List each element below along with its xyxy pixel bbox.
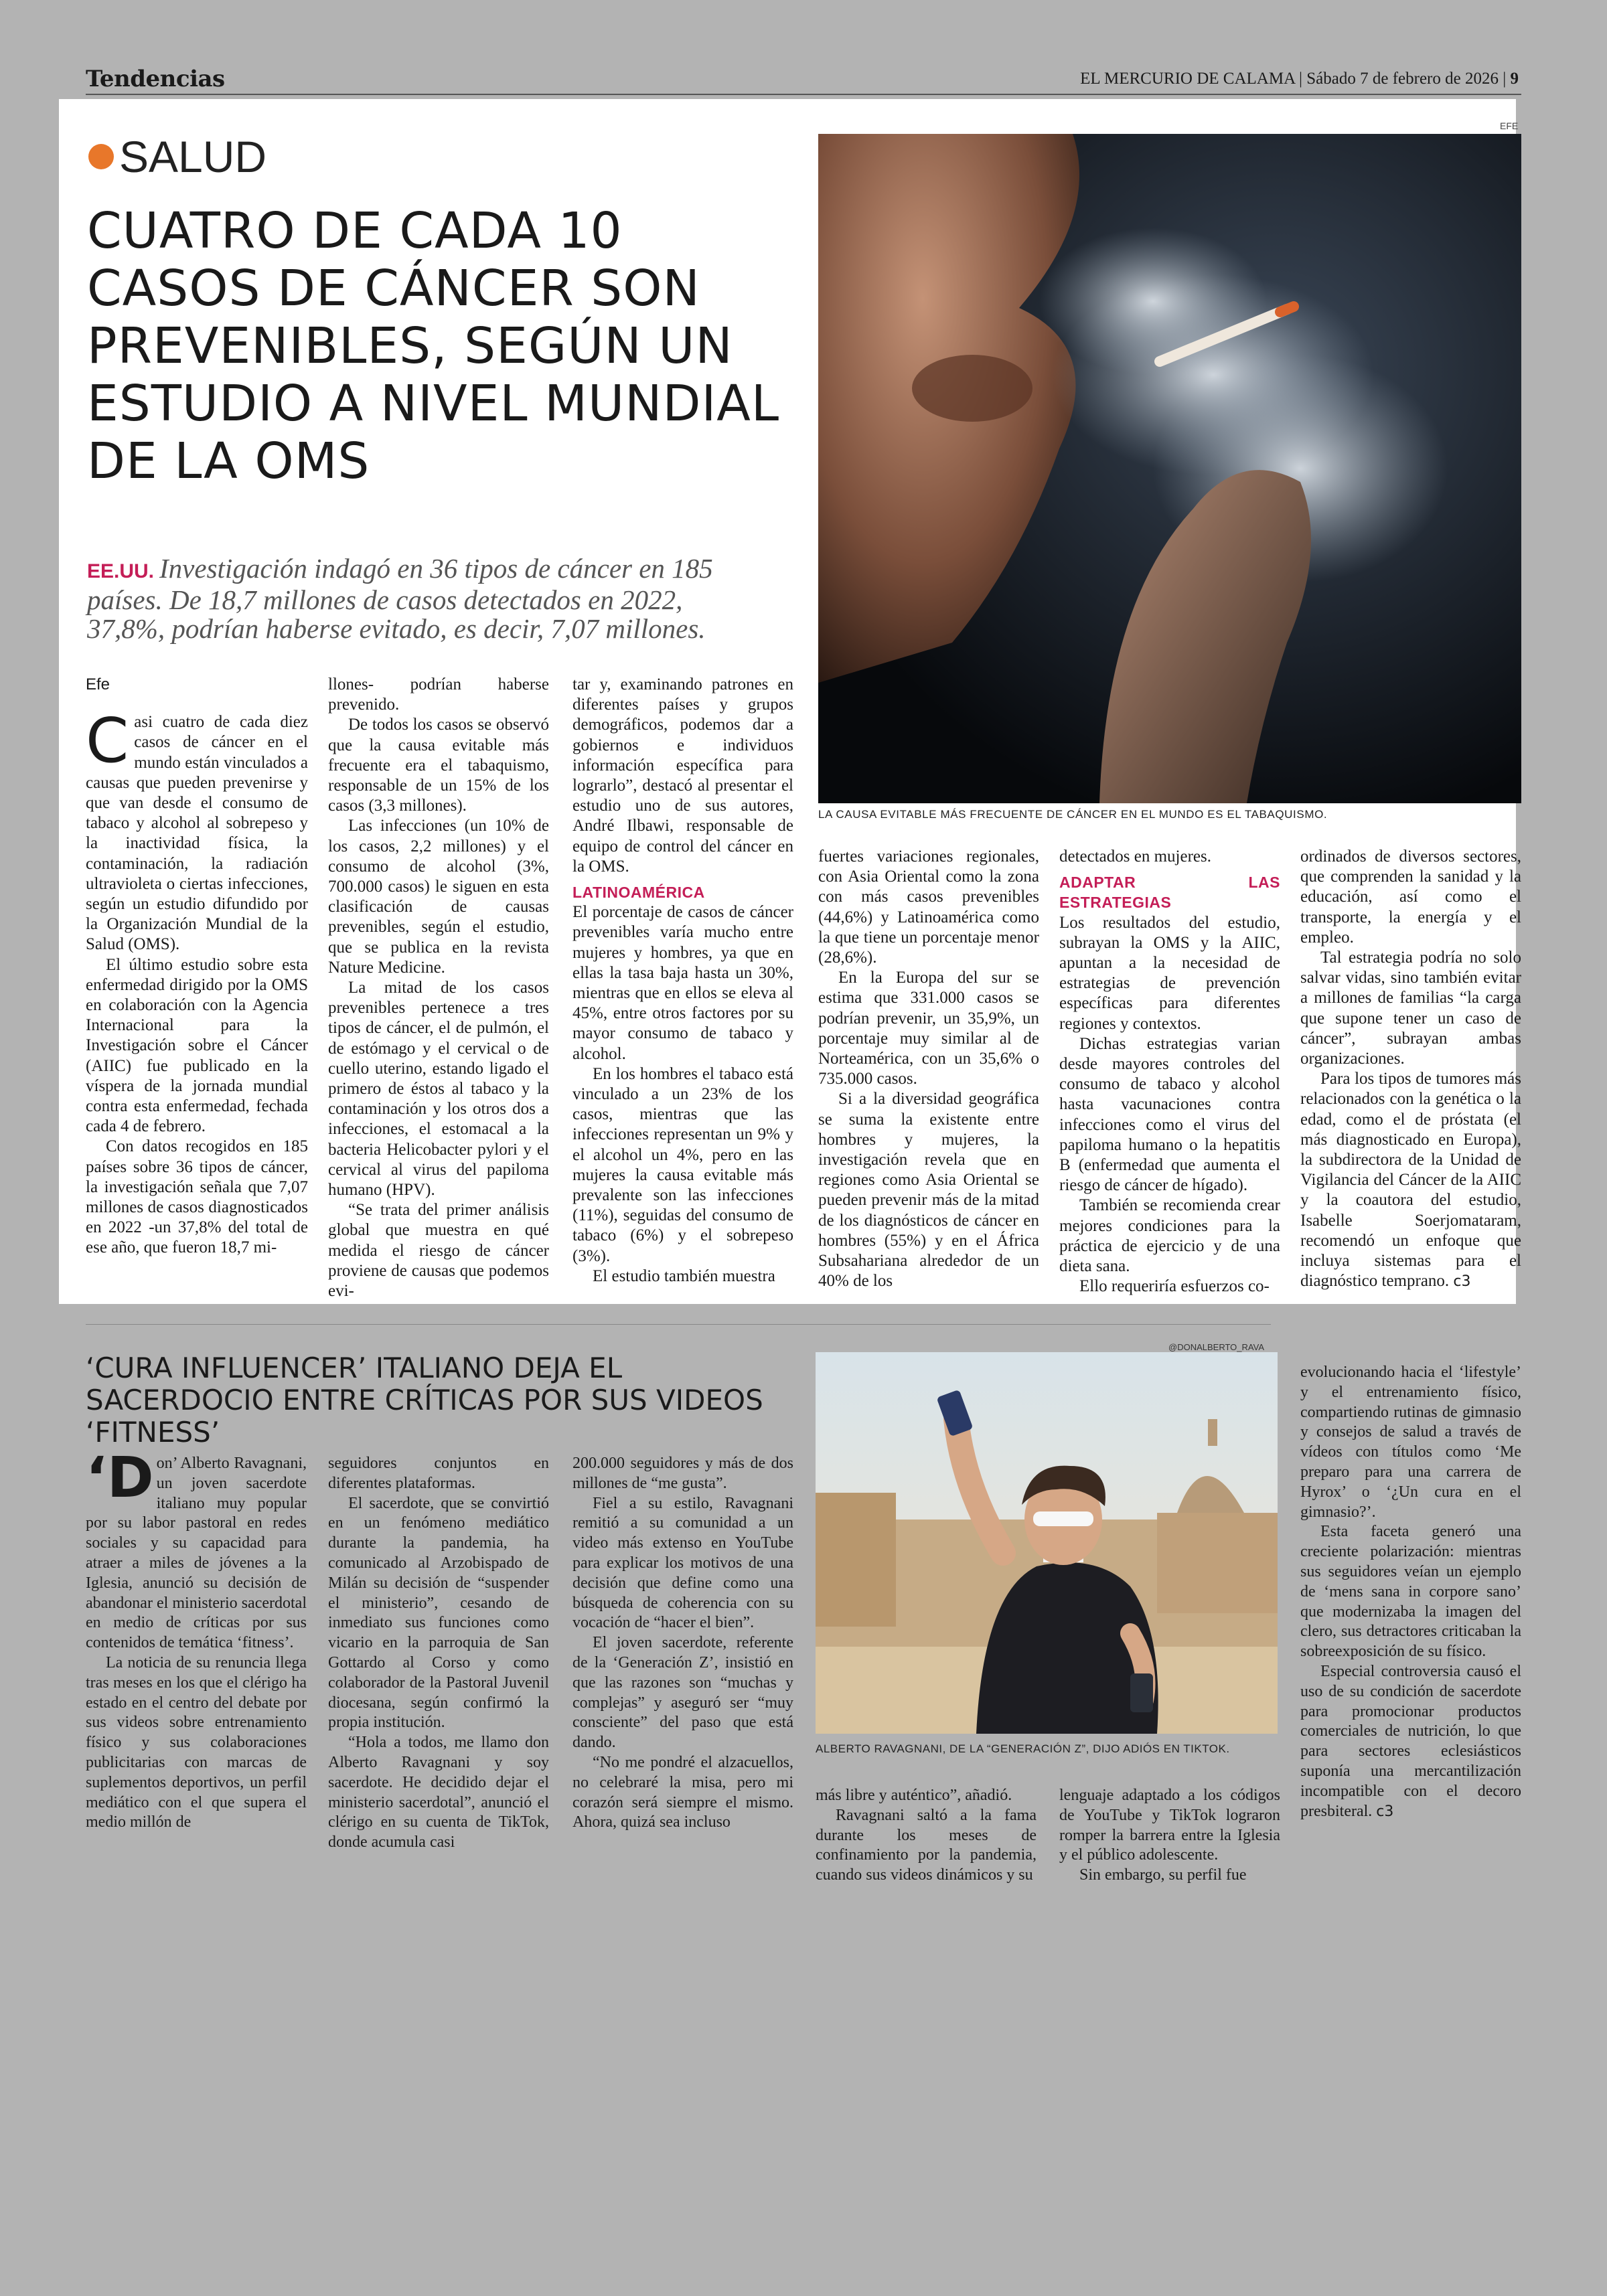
section-name: Tendencias: [86, 66, 225, 92]
paragraph: Sin embargo, su perfil fue: [1079, 1866, 1247, 1884]
paragraph-text: asi cuatro de cada diez casos de cáncer en el mundo están vinculados a causas que pueden prevenirse y que van desde el consumo de tabaco y alcohol al sobrepeso y la inactividad física, la contaminación, la radiación ultravioleta o ciertas infecciones, según un estudio difundido por la Organización Mundial de la Salud (OMS).: [86, 713, 308, 954]
paragraph: “Se trata del primer análisis global que muestra en qué medida el riesgo de cáncer proviene de causas que podemos evi-: [328, 1201, 549, 1301]
kicker-text: Investigación indagó en 36 tipos de cáncer en 185 países. De 18,7 millones de casos detectados en 2022, 37,8%, podrían haberse evitado, es decir, 7,07 millones.: [87, 553, 713, 644]
paragraph: Dichas estrategias varian desde mayores controles del consumo de tabaco y alcohol hasta vacunaciones contra infecciones como el virus del papiloma humano o la hepatitis B (enfermedad que aumenta el riesgo de cáncer de hígado).: [1059, 1034, 1280, 1195]
paragraph: lenguaje adaptado a los códigos de YouTube y TikTok lograron romper la barrera entre la Iglesia y el público adolescente.: [1059, 1787, 1280, 1864]
paragraph: tar y, examinando patrones en diferentes países y grupos demográficos, podemos dar a gobiernos e individuos información específica para lograrlo”, destacó al presentar el estudio uno de sus autores, André Ilbawi, responsable de equipo de control del cáncer en la OMS.: [572, 675, 793, 876]
paragraph: Si a la diversidad geográfica se suma la existente entre hombres y mujeres, la investigación revela que en regiones como Asia Oriental se pueden prevenir más de la mitad de los diagnósticos de cáncer en hombres (55%) y en el África Subsahariana alrededor de un 40% de los: [818, 1090, 1039, 1291]
article-column-3: [572, 675, 793, 1287]
paragraph: Los resultados del estudio, subrayan la OMS y la AIIC, apuntan a la necesidad de estrategias de prevención específicas para diferentes regiones y contextos.: [1059, 913, 1280, 1033]
smoker-illustration: [818, 134, 1521, 803]
paragraph-text: Para los tipos de tumores más relacionados con la genética o la edad, como el de próstata (el más diagnosticado en Europa), la subdirectora de la Unidad de Vigilancia del Cáncer de la AIIC y la coautora del estudio, Isabelle Soerjomataram, recomendó un enfoque que incluya sistemas para el diagnóstico temprano.: [1300, 1070, 1521, 1291]
article2-column-5: [1059, 1786, 1280, 1886]
article-column-2: [328, 675, 549, 1301]
paragraph: [1300, 1069, 1521, 1292]
paragraph: Las infecciones (un 10% de los casos, 2,2 millones) y el consumo de alcohol (3%, 700.000 casos) le siguen en esta clasificación de causas prevenibles, según el estudio, que se publica en la revista Nature Medicine.: [328, 817, 549, 977]
paragraph: La mitad de los casos prevenibles pertenece a tres tipos de cáncer, el de pulmón, el de estómago y el cervical o de cuello uterino, estando ligado el primero de éstos al tabaco y la contaminación y los otros dos a infecciones, el estomacal a la bacteria Helicobacter pylori y el cervical al virus del papiloma humano (HPV).: [328, 979, 549, 1200]
article2-headline: ‘CURA INFLUENCER’ ITALIANO DEJA EL SACERDOCIO ENTRE CRÍTICAS POR SUS VIDEOS ‘FITNESS’: [86, 1351, 763, 1449]
section-tag-label: SALUD: [119, 132, 267, 181]
paragraph: [86, 705, 308, 955]
paragraph: El último estudio sobre esta enfermedad dirigido por la OMS en colaboración con la Agencia Internacional para la Investigación sobre el Cáncer (AIIC) fue publicado en la víspera de la jornada mundial contra esta enfermedad, fechada cada 4 de febrero.: [86, 955, 308, 1136]
article2-column-2: [328, 1454, 549, 1853]
article2-column-6: [1300, 1363, 1521, 1821]
paragraph: [86, 1445, 307, 1653]
article2-column-4: [816, 1786, 1037, 1886]
paragraph: Tal estrategia podría no solo salvar vidas, sino también evitar a millones de familias “la carga que supone tener un caso de cáncer”, subrayan ambas organizaciones.: [1300, 949, 1521, 1068]
subheading: LATINOAMÉRICA: [572, 884, 705, 902]
bullet-dot-icon: [88, 144, 114, 169]
dropcap: C: [86, 705, 129, 777]
kicker-tag: EE.UU.: [87, 560, 155, 582]
paragraph: En la Europa del sur se estima que 331.000 casos se podrían prevenir, un 35,9%, un porcentaje muy similar al de Norteamérica, con un 35,6% o 735.000 casos.: [818, 969, 1039, 1088]
paragraph: detectados en mujeres.: [1059, 847, 1211, 866]
paragraph: 200.000 seguidores y más de dos millones de “me gusta”.: [572, 1455, 793, 1492]
photo2-credit: @DONALBERTO_RAVA: [1168, 1342, 1264, 1352]
paragraph: Fiel a su estilo, Ravagnani remitió a su comunidad a un video más extenso en YouTube para explicar los motivos de una decisión que define como una búsqueda de coherencia con su vocación de “hacer el bien”.: [572, 1494, 793, 1632]
paragraph: “No me pondré el alzacuellos, no celebraré la misa, pero mi corazón será siempre el mismo. Ahora, quizá sea incluso: [572, 1753, 793, 1831]
paragraph: El sacerdote, que se convirtió en un fenómeno mediático durante la pandemia, ha comunicado al Arzobispado de Milán su decisión de “suspender el ministerio”, cesando de inmediato sus funciones como vicario en la parroquia de San Gottardo al Corso y como colaborador de la Pastoral Juvenil diocesana, según confirmó la propia institución.: [328, 1494, 549, 1732]
paragraph: El joven sacerdote, referente de la ‘Generación Z’, insistió en que las razones son “muchas y complejas” y aseguró ser “muy consciente” del paso que está dando.: [572, 1634, 793, 1752]
article-column-4: [818, 847, 1039, 1291]
publication-info: EL MERCURIO DE CALAMA | Sábado 7 de febrero de 2026 | 9: [1080, 70, 1519, 88]
paragraph: evolucionando hacia el ‘lifestyle’ y el entrenamiento físico, compartiendo rutinas de gimnasio y consejos de salud a través de vídeos con títulos como ‘Me preparo para una carrera de Hyrox’ o ‘¿Un cura en el gimnasio?’.: [1300, 1364, 1521, 1521]
paragraph: seguidores conjuntos en diferentes plataformas.: [328, 1455, 549, 1492]
end-mark-icon: c3: [1453, 1273, 1471, 1291]
paragraph: “Hola a todos, me llamo don Alberto Ravagnani y soy sacerdote. He decidido dejar el ministerio sacerdotal”, anunció el clérigo en su cuenta de TikTok, donde acumula casi: [328, 1734, 549, 1852]
paragraph: llones- podrían haberse prevenido.: [328, 675, 549, 714]
article-column-1: [86, 675, 308, 1258]
publication-name: EL MERCURIO DE CALAMA: [1080, 70, 1295, 88]
paragraph: También se recomienda crear mejores condiciones para la práctica de ejercicio y de una dieta sana.: [1059, 1196, 1280, 1276]
paragraph: De todos los casos se observó que la causa evitable más frecuente era el tabaquismo, responsable de un 15% de los casos (3,3 millones).: [328, 716, 549, 815]
article2-column-1: [86, 1445, 307, 1833]
paragraph: [1300, 1662, 1521, 1821]
paragraph: En los hombres el tabaco está vinculado a un 23% de los casos, mientras que las infecciones representan un 9% y el alcohol un 4%, pero en las mujeres la causa evitable más prevalente son las infecciones (11%), seguidas del consumo de tabaco (6%) y el sobrepeso (3%).: [572, 1064, 793, 1265]
article-kicker: [87, 554, 763, 643]
dropcap: ‘D: [86, 1445, 154, 1510]
paragraph: ordinados de diversos sectores, que comprenden la sanidad y la educación, así como el transporte, la energía y el empleo.: [1300, 847, 1521, 947]
page-number: 9: [1510, 70, 1519, 88]
paragraph: Con datos recogidos en 185 países sobre 36 tipos de cáncer, la investigación señala que 7,07 millones de casos diagnosticados en 2022 -un 37,8% del total de ese año, que fueron 18,7 mi-: [86, 1137, 308, 1257]
paragraph: Esta faceta generó una creciente polarización: mientras sus seguidores veían un ejemplo de ‘mens sana in corpore sano’ que modernizaba la imagen del clero, sus detractores criticaban la sobreexposición de su físico.: [1300, 1523, 1521, 1661]
article-headline: CUATRO DE CADA 10 CASOS DE CÁNCER SON PREVENIBLES, SEGÚN UN ESTUDIO A NIVEL MUNDIAL DE LA OMS: [87, 202, 780, 490]
paragraph-text: on’ Alberto Ravagnani, un joven sacerdote italiano muy popular por su labor pastoral en redes sociales y su capacidad para atraer a miles de jóvenes a la Iglesia, anunció su decisión de abandonar el ministerio sacerdotal en medio de críticas por sus contenidos de temática ‘fitness’.: [86, 1455, 307, 1652]
photo2-caption: ALBERTO RAVAGNANI, DE LA “GENERACIÓN Z”, DIJO ADIÓS EN TIKTOK.: [816, 1742, 1230, 1755]
paragraph: El estudio también muestra: [593, 1266, 775, 1285]
paragraph: fuertes variaciones regionales, con Asia Oriental como la zona con más casos prevenibles (44,6%) y Latinoamérica como la que tiene un porcentaje menor (28,6%).: [818, 847, 1039, 967]
article2-column-3: [572, 1454, 793, 1833]
section-tag: [88, 131, 266, 182]
smoking-photo: [818, 134, 1521, 803]
paragraph: más libre y auténtico”, añadió.: [816, 1787, 1012, 1804]
article-column-6: [1300, 847, 1521, 1292]
paragraph: El porcentaje de casos de cáncer prevenibles varía mucho entre mujeres y hombres, ya que en ellas la tasa baja hasta un 30%, mientras que en ellos se eleva al 45%, entre otros factores por su mayor consumo de tabaco y alcohol.: [572, 903, 793, 1063]
paragraph: Ravagnani saltó a la fama durante los meses de confinamiento por la pandemia, cuando sus videos dinámicos y su: [816, 1806, 1037, 1884]
priest-photo: [816, 1352, 1278, 1734]
article-divider: [86, 1324, 1271, 1325]
paragraph: La noticia de su renuncia llega tras meses en los que el clérigo ha estado en el centro del debate por sus videos sobre entrenamiento físico y sus colaboraciones publicitarias con marcas de suplementos deportivos, un perfil mediático con el que supera el medio millón de: [86, 1653, 307, 1831]
subheading: ADAPTAR LAS ESTRATEGIAS: [1059, 874, 1280, 912]
article-column-5: [1059, 847, 1280, 1297]
byline: Efe: [86, 675, 110, 693]
paragraph: Ello requeriría esfuerzos co-: [1079, 1277, 1270, 1296]
photo-caption: LA CAUSA EVITABLE MÁS FRECUENTE DE CÁNCER EN EL MUNDO ES EL TABAQUISMO.: [818, 808, 1328, 821]
publication-date: Sábado 7 de febrero de 2026: [1306, 70, 1499, 88]
header-rule: [86, 94, 1521, 95]
priest-selfie-illustration: [816, 1352, 1278, 1734]
paragraph-text: Especial controversia causó el uso de su condición de sacerdote para promocionar productos comerciales de nutrición, lo que para sectores eclesiásticos suponía una mercantilización incompatible con el decoro presbiteral.: [1300, 1662, 1521, 1820]
end-mark-icon: c3: [1376, 1803, 1394, 1820]
photo-credit: EFE: [1500, 120, 1519, 131]
